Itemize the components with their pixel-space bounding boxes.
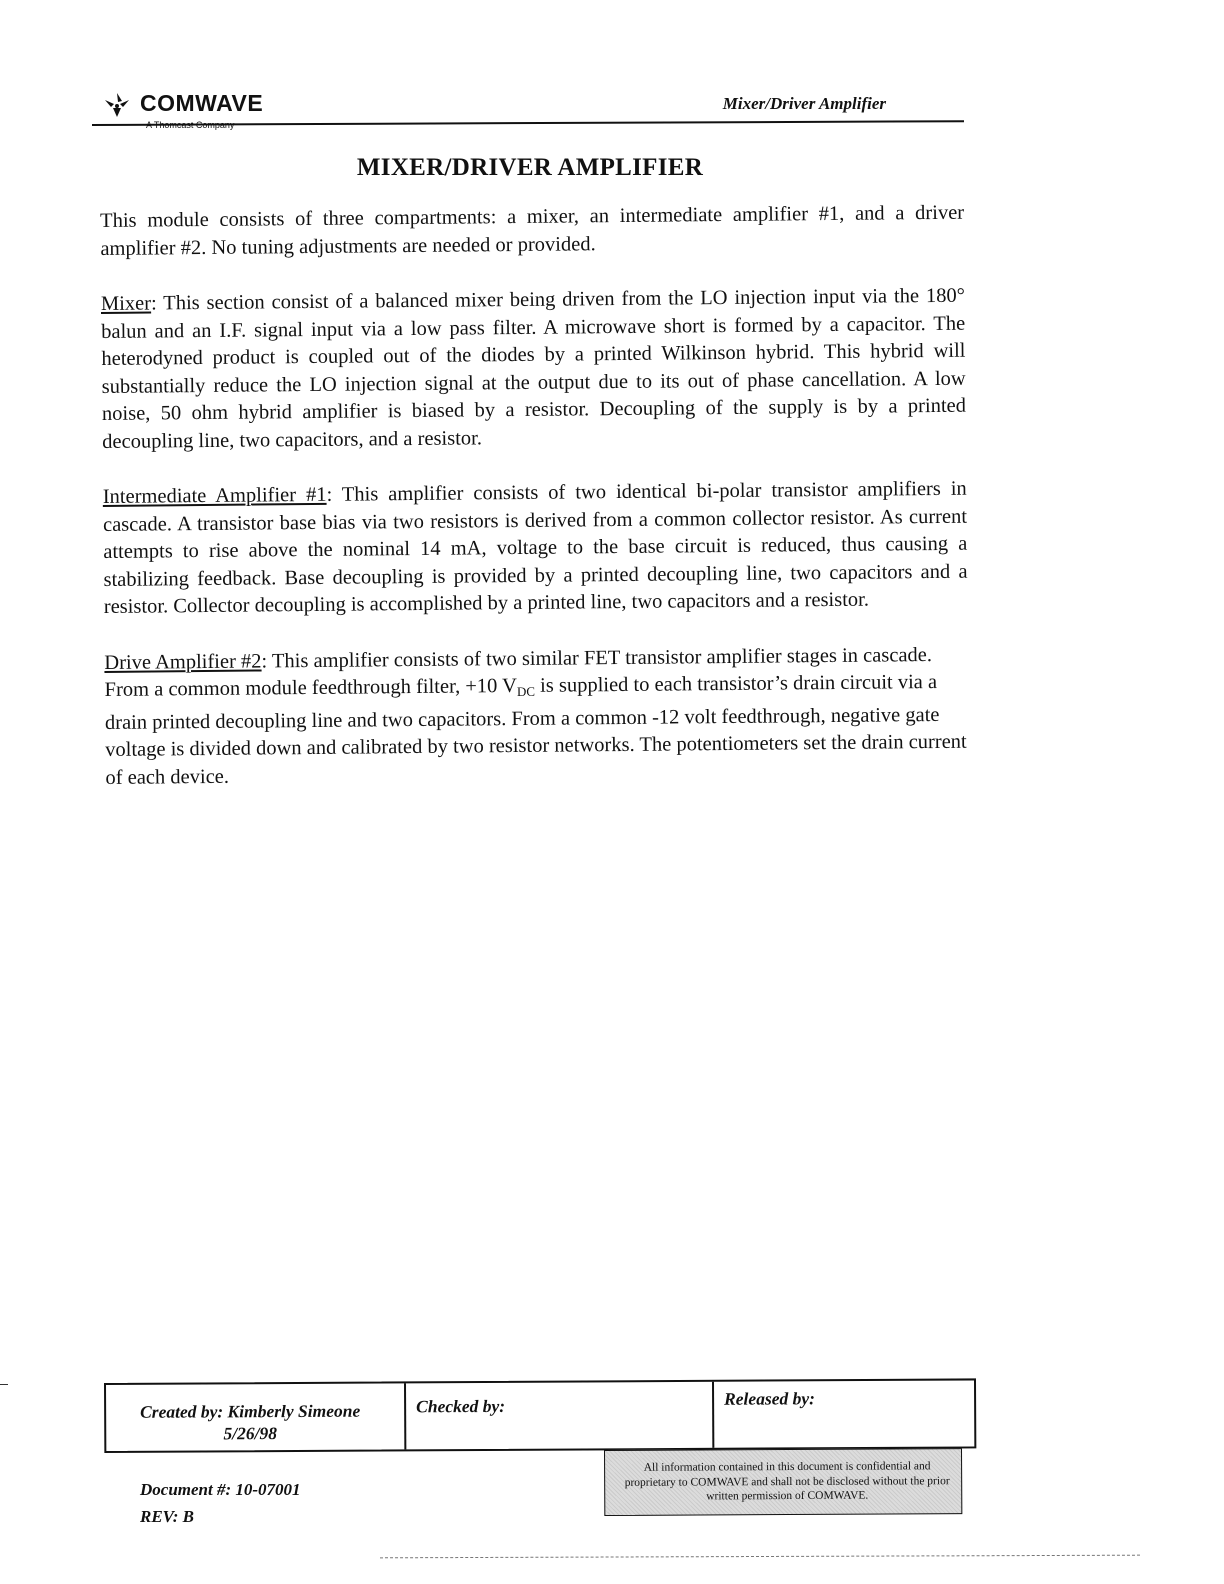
mixer-heading: Mixer xyxy=(100,292,152,315)
scan-mark xyxy=(0,1384,8,1385)
created-date: 5/26/98 xyxy=(223,1423,278,1444)
intro-paragraph: This module consists of three compartments: a mixer, an intermediate amplifier #1, and a driver amplifier #2. No tuning adjustments are needed or provided. xyxy=(100,201,965,260)
signoff-table xyxy=(104,1378,976,1453)
page-title: MIXER/DRIVER AMPLIFIER xyxy=(356,154,704,181)
dc-subscript: DC xyxy=(516,683,536,700)
intermediate-amplifier-paragraph xyxy=(103,476,968,622)
brand-subtitle: A Thomcast Company xyxy=(146,120,235,130)
created-by-cell xyxy=(106,1383,406,1451)
document-revision: REV: B xyxy=(140,1507,195,1526)
released-by-label: Released by: xyxy=(724,1388,816,1409)
mixer-paragraph xyxy=(101,283,967,456)
drive-amplifier-text-b: is supplied to each transistor’s drain circuit via a drain printed decoupling line and two capacitors. From a common -12 volt feedthrough, negative gate voltage is divided down and calibrated by two resistor networks. The potentiometers set the drain current of each device. xyxy=(104,670,967,789)
document-body xyxy=(100,200,970,820)
drive-amplifier-paragraph xyxy=(104,641,969,792)
header-section-label: Mixer/Driver Amplifier xyxy=(722,94,886,113)
scan-edge-line xyxy=(380,1555,1140,1559)
confidentiality-notice xyxy=(604,1448,962,1516)
intermediate-amplifier-text: : This amplifier consists of two identical bi-polar transistor amplifiers in cascade. A transistor base bias via two resistors is derived from a common collector resistor. As current attempts to rise above the nominal 14 mA, voltage to the base circuit is reduced, thus causing a stabilizing feedback. Base decoupling is provided by a printed decoupling line, two capacitors and a resistor. Collector decoupling is accomplished by a printed line, two capacitors and a resistor. xyxy=(102,477,968,618)
drive-amplifier-text-a: : This amplifier consists of two similar FET transistor amplifier stages in cascade. From a common module feedthrough filter, +10 V xyxy=(104,643,933,701)
checked-by-label: Checked by: xyxy=(416,1395,506,1417)
confidentiality-notice-text: All information contained in this document is confidential and proprietary to COMWAVE and shall not be disclosed without the prior written permission of COMWAVE. xyxy=(624,1460,950,1503)
intermediate-amplifier-heading: Intermediate Amplifier #1 xyxy=(102,483,327,508)
mixer-text: : This section consist of a balanced mixer being driven from the LO injection input via the 180° balun and an I.F. signal input via a low pass filter. A microwave short is formed by a capacitor. The heterodyned product is coupled out of the diodes by a printed Wilkinson hybrid. This hybrid will substantially reduce the LO injection signal at the output due to its out of phase cancellation. A low noise, 50 ohm hybrid amplifier is biased by a resistor. Decoupling of the supply is by a printed decoupling line, two capacitors, and a resistor. xyxy=(101,284,967,453)
document-number: Document #: 10-07001 xyxy=(140,1480,301,1499)
document-info xyxy=(140,1476,301,1530)
checked-by-cell xyxy=(406,1382,714,1450)
brand-name: COMWAVE xyxy=(140,90,264,116)
released-by-cell xyxy=(714,1380,978,1447)
created-by-label: Created by: Kimberly Simeone xyxy=(140,1400,361,1422)
comwave-logo-icon xyxy=(102,92,132,118)
drive-amplifier-heading: Drive Amplifier #2 xyxy=(104,649,262,674)
